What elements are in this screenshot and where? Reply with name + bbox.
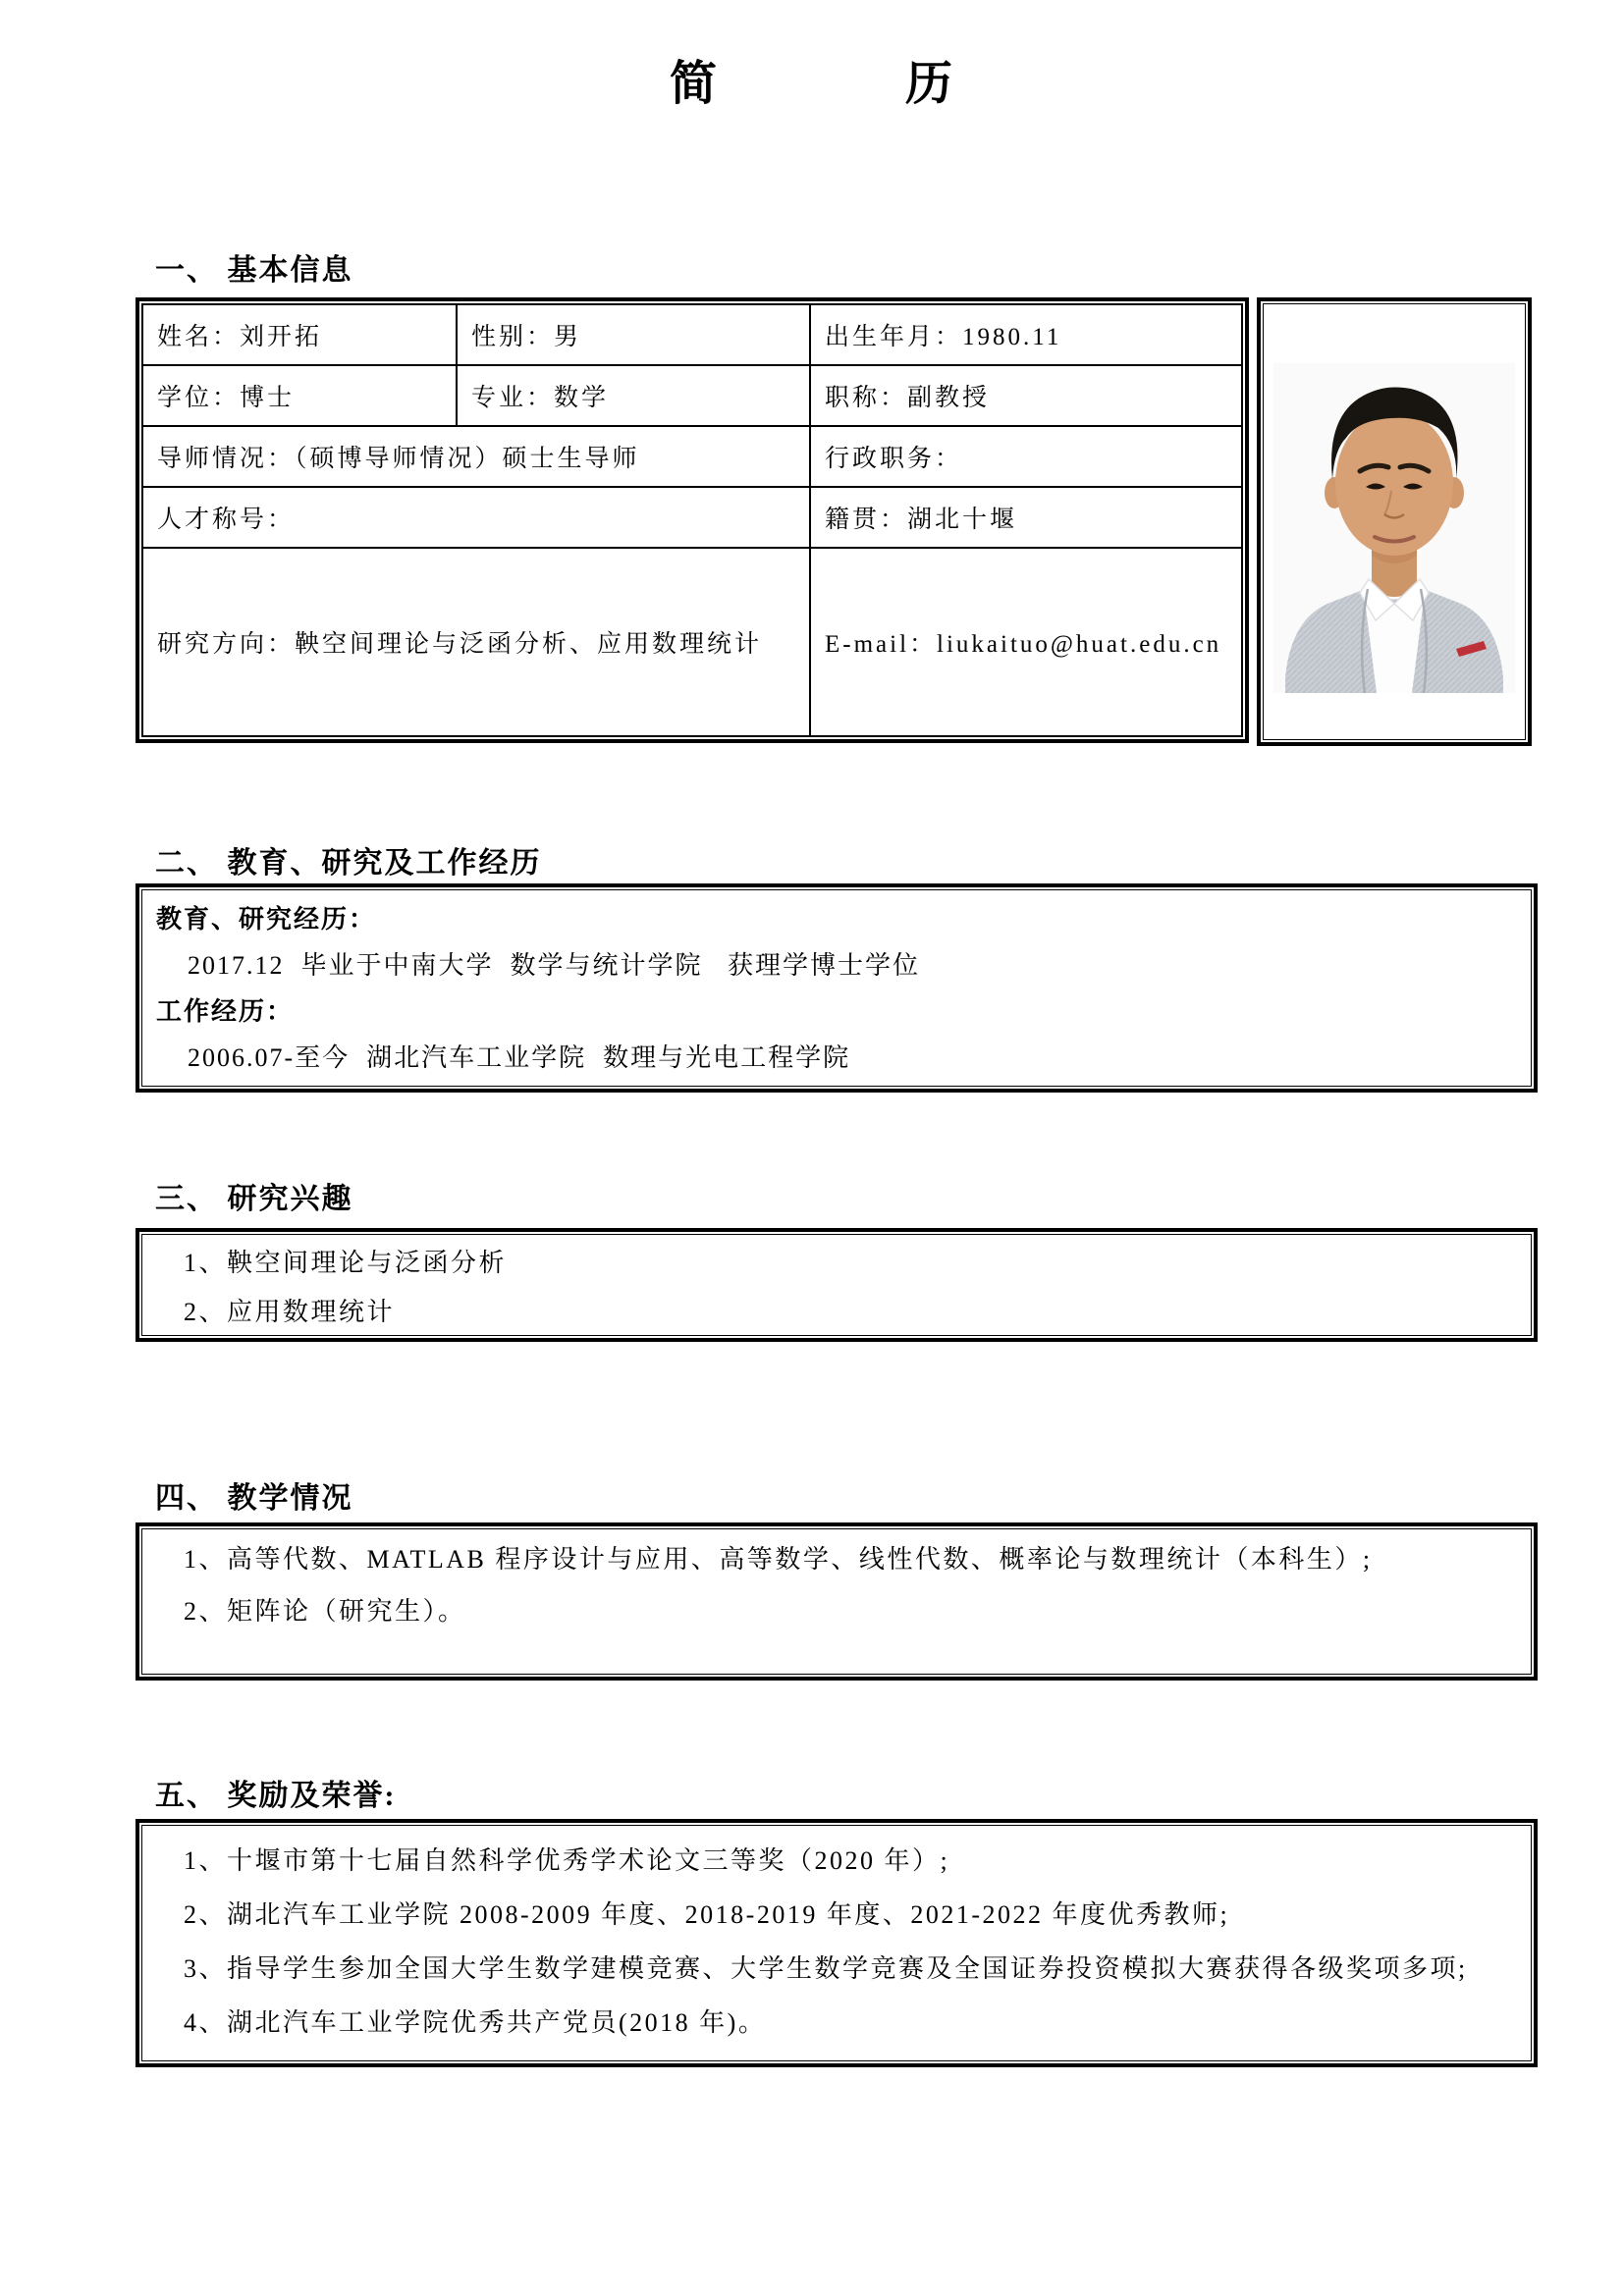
field-native-place — [810, 487, 1242, 548]
field-talent-title-label: 人才称号： — [157, 507, 296, 533]
field-email-label: E-mail： — [825, 631, 938, 658]
teaching-content — [142, 1529, 1531, 1637]
field-native-place-value: 湖北十堰 — [907, 507, 1018, 533]
field-name — [142, 304, 457, 365]
awards-box-inner — [141, 1825, 1532, 2061]
field-birth-label: 出生年月： — [825, 324, 963, 350]
field-mentor-value: （硕博导师情况）硕士生导师 — [295, 446, 640, 472]
experience-content — [142, 890, 1531, 1081]
page-title-char-right: 历 — [905, 58, 955, 110]
section-heading-experience: 二、 教育、研究及工作经历 — [155, 847, 542, 880]
experience-box — [135, 883, 1538, 1093]
field-mentor — [142, 426, 810, 487]
table-row — [142, 548, 1242, 736]
interests-content — [142, 1235, 1531, 1337]
field-degree-label: 学位： — [157, 385, 241, 411]
field-prof-title-label: 职称： — [825, 385, 908, 411]
field-birth — [810, 304, 1242, 365]
section-heading-basic-info: 一、 基本信息 — [155, 254, 353, 287]
awards-box — [135, 1819, 1538, 2067]
basic-info-table-frame — [135, 297, 1249, 743]
page-title-char-left: 简 — [669, 58, 719, 110]
experience-box-inner — [141, 889, 1532, 1087]
page-title — [0, 45, 1624, 113]
field-major — [457, 365, 810, 426]
photo-cell — [1263, 303, 1526, 740]
list-item: 1、鞅空间理论与泛函分析 — [184, 1249, 508, 1277]
list-item: 2、应用数理统计 — [184, 1298, 396, 1326]
field-prof-title-value: 副教授 — [907, 385, 991, 411]
teaching-box-inner — [141, 1528, 1532, 1675]
field-admin-duty — [810, 426, 1242, 487]
field-birth-value: 1980.11 — [962, 324, 1062, 350]
section-heading-awards: 五、 奖励及荣誉: — [155, 1780, 397, 1812]
field-native-place-label: 籍贯： — [825, 507, 908, 533]
table-row — [142, 426, 1242, 487]
interests-box — [135, 1228, 1538, 1342]
portrait-photo — [1273, 363, 1515, 693]
field-degree — [142, 365, 457, 426]
basic-info-table — [141, 303, 1243, 737]
list-item: 2、湖北汽车工业学院 2008-2009 年度、2018-2019 年度、2021-2022 年度优秀教师; — [184, 1900, 1230, 1929]
list-item: 1、十堰市第十七届自然科学优秀学术论文三等奖（2020 年）; — [184, 1846, 950, 1875]
teaching-box — [135, 1522, 1538, 1681]
education-label: 教育、研究经历： — [156, 905, 377, 934]
list-item: 2、矩阵论（研究生）。 — [184, 1597, 466, 1626]
field-research-direction — [142, 548, 810, 736]
field-email — [810, 548, 1242, 736]
field-admin-duty-label: 行政职务： — [825, 446, 963, 472]
field-talent-title — [142, 487, 810, 548]
table-row — [142, 304, 1242, 365]
section-heading-teaching: 四、 教学情况 — [155, 1482, 353, 1515]
field-mentor-label: 导师情况： — [157, 446, 296, 472]
field-research-direction-value: 鞅空间理论与泛函分析、应用数理统计 — [295, 631, 763, 658]
list-item: 4、湖北汽车工业学院优秀共产党员(2018 年)。 — [184, 2008, 767, 2037]
list-item: 3、指导学生参加全国大学生数学建模竞赛、大学生数学竞赛及全国证券投资模拟大赛获得各级奖项多项; — [184, 1954, 1468, 1983]
education-entry: 2017.12 毕业于中南大学 数学与统计学院 获理学博士学位 — [188, 951, 921, 980]
list-item: 1、高等代数、MATLAB 程序设计与应用、高等数学、线性代数、概率论与数理统计（本科生）; — [184, 1545, 1373, 1574]
work-label: 工作经历： — [156, 997, 295, 1026]
photo-frame — [1257, 297, 1532, 746]
table-row — [142, 487, 1242, 548]
field-name-label: 姓名： — [157, 324, 241, 350]
table-row — [142, 365, 1242, 426]
field-major-value: 数学 — [554, 385, 610, 411]
field-major-label: 专业： — [471, 385, 555, 411]
basic-info-section — [135, 297, 1532, 746]
field-email-value: liukaituo@huat.edu.cn — [937, 631, 1222, 658]
field-gender — [457, 304, 810, 365]
field-name-value: 刘开拓 — [240, 324, 323, 350]
field-research-direction-label: 研究方向： — [157, 631, 296, 658]
section-heading-interests: 三、 研究兴趣 — [155, 1183, 353, 1215]
awards-content — [142, 1826, 1531, 2050]
work-entry: 2006.07-至今 湖北汽车工业学院 数理与光电工程学院 — [188, 1043, 851, 1072]
field-prof-title — [810, 365, 1242, 426]
field-gender-value: 男 — [554, 324, 582, 350]
interests-box-inner — [141, 1234, 1532, 1336]
field-gender-label: 性别： — [471, 324, 555, 350]
field-degree-value: 博士 — [240, 385, 296, 411]
